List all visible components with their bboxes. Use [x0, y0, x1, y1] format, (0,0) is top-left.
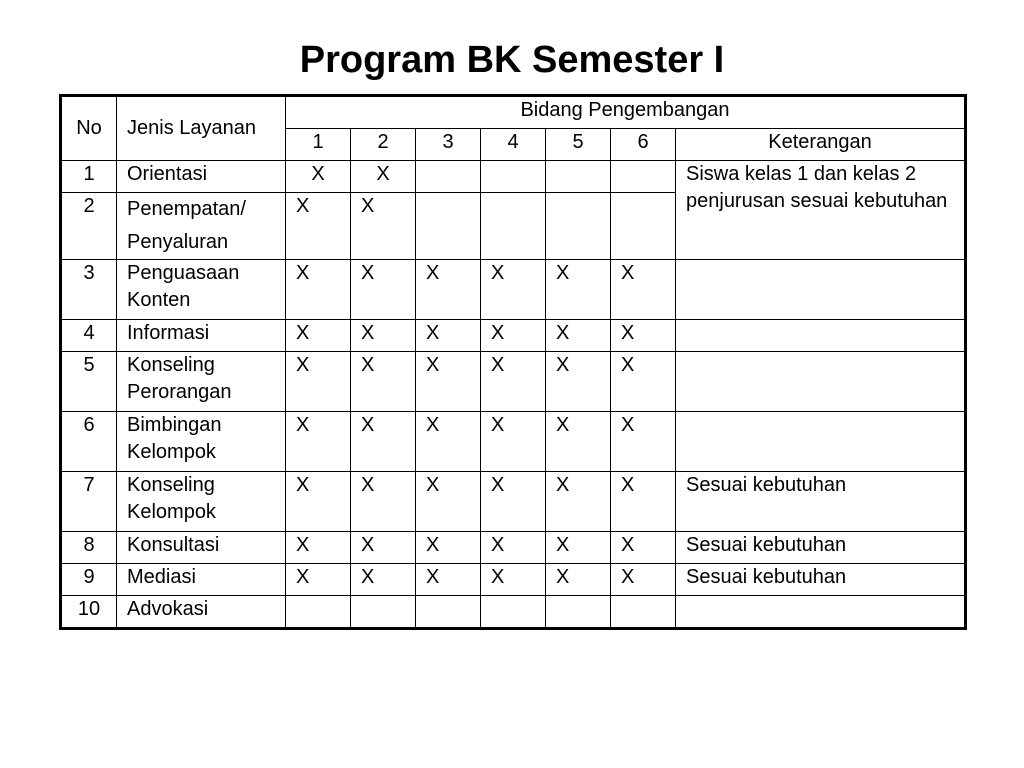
mark-cell: X — [286, 532, 351, 564]
mark-cell: X — [416, 564, 481, 596]
row-no: 6 — [61, 412, 117, 472]
header-keterangan: Keterangan — [676, 129, 966, 161]
row-layanan: Bimbingan Kelompok — [117, 412, 286, 472]
mark-cell — [286, 596, 351, 629]
row-layanan-line: Penyaluran — [127, 231, 229, 253]
row-no: 8 — [61, 532, 117, 564]
row-layanan: Penguasaan Konten — [117, 260, 286, 320]
mark-cell: X — [611, 412, 676, 472]
header-jenis-layanan: Jenis Layanan — [117, 96, 286, 161]
mark-cell — [481, 161, 546, 193]
row-layanan: Informasi — [117, 320, 286, 352]
header-bidang-2: 2 — [351, 129, 416, 161]
header-no: No — [61, 96, 117, 161]
header-bidang-4: 4 — [481, 129, 546, 161]
mark-cell: X — [286, 260, 351, 320]
header-row-1 — [61, 96, 966, 129]
mark-cell — [351, 596, 416, 629]
mark-cell — [546, 193, 611, 260]
mark-cell: X — [416, 260, 481, 320]
mark-cell: X — [546, 412, 611, 472]
row-no: 2 — [61, 193, 117, 260]
table-row — [61, 412, 966, 472]
mark-cell — [481, 596, 546, 629]
row-keterangan: Sesuai kebutuhan — [676, 564, 966, 596]
mark-cell: X — [611, 472, 676, 532]
mark-cell: X — [286, 412, 351, 472]
mark-cell: X — [416, 412, 481, 472]
mark-cell: X — [351, 532, 416, 564]
mark-cell: X — [351, 564, 416, 596]
mark-cell: X — [286, 193, 351, 260]
mark-cell — [546, 161, 611, 193]
mark-cell: X — [416, 472, 481, 532]
row-no: 3 — [61, 260, 117, 320]
header-bidang-6: 6 — [611, 129, 676, 161]
header-bidang-pengembangan: Bidang Pengembangan — [286, 96, 966, 129]
table-row — [61, 596, 966, 629]
mark-cell — [416, 596, 481, 629]
program-table — [59, 94, 967, 630]
mark-cell: X — [351, 472, 416, 532]
mark-cell: X — [546, 532, 611, 564]
row-keterangan — [676, 596, 966, 629]
row-layanan: Advokasi — [117, 596, 286, 629]
row-keterangan — [676, 352, 966, 412]
mark-cell: X — [481, 472, 546, 532]
row-layanan-line: Penempatan/ — [127, 198, 246, 220]
mark-cell — [481, 193, 546, 260]
header-bidang-3: 3 — [416, 129, 481, 161]
mark-cell: X — [611, 564, 676, 596]
mark-cell: X — [481, 412, 546, 472]
mark-cell: X — [286, 564, 351, 596]
table-row — [61, 532, 966, 564]
mark-cell: X — [416, 320, 481, 352]
mark-cell: X — [351, 320, 416, 352]
header-bidang-1: 1 — [286, 129, 351, 161]
mark-cell: X — [351, 193, 416, 260]
row-layanan: Konseling Perorangan — [117, 352, 286, 412]
mark-cell: X — [351, 352, 416, 412]
table-row — [61, 472, 966, 532]
row-layanan: Konsultasi — [117, 532, 286, 564]
mark-cell: X — [611, 320, 676, 352]
table-row — [61, 161, 966, 193]
mark-cell — [611, 596, 676, 629]
mark-cell — [611, 161, 676, 193]
row-keterangan — [676, 320, 966, 352]
row-keterangan: Sesuai kebutuhan — [676, 472, 966, 532]
mark-cell: X — [481, 532, 546, 564]
mark-cell: X — [286, 161, 351, 193]
mark-cell: X — [611, 532, 676, 564]
mark-cell — [416, 161, 481, 193]
row-layanan: Orientasi — [117, 161, 286, 193]
mark-cell: X — [351, 412, 416, 472]
mark-cell: X — [546, 352, 611, 412]
mark-cell: X — [351, 161, 416, 193]
row-layanan: Konseling Kelompok — [117, 472, 286, 532]
row-no: 5 — [61, 352, 117, 412]
row-no: 7 — [61, 472, 117, 532]
row-keterangan — [676, 260, 966, 320]
page-title: Program BK Semester I — [299, 39, 725, 81]
row-keterangan: Siswa kelas 1 dan kelas 2 penjurusan sesuai kebutuhan — [676, 161, 966, 260]
row-keterangan: Sesuai kebutuhan — [676, 532, 966, 564]
row-no: 4 — [61, 320, 117, 352]
mark-cell: X — [611, 352, 676, 412]
mark-cell: X — [546, 564, 611, 596]
row-no: 9 — [61, 564, 117, 596]
mark-cell: X — [416, 532, 481, 564]
row-no: 10 — [61, 596, 117, 629]
header-bidang-5: 5 — [546, 129, 611, 161]
mark-cell — [416, 193, 481, 260]
row-layanan — [117, 193, 286, 260]
mark-cell: X — [416, 352, 481, 412]
mark-cell: X — [351, 260, 416, 320]
mark-cell: X — [546, 320, 611, 352]
table-row — [61, 564, 966, 596]
row-layanan: Mediasi — [117, 564, 286, 596]
mark-cell: X — [481, 320, 546, 352]
mark-cell — [611, 193, 676, 260]
mark-cell: X — [481, 260, 546, 320]
mark-cell: X — [481, 564, 546, 596]
mark-cell: X — [481, 352, 546, 412]
table-row — [61, 352, 966, 412]
mark-cell: X — [611, 260, 676, 320]
table-row — [61, 320, 966, 352]
mark-cell: X — [546, 260, 611, 320]
mark-cell: X — [286, 352, 351, 412]
row-no: 1 — [61, 161, 117, 193]
mark-cell — [546, 596, 611, 629]
row-keterangan — [676, 412, 966, 472]
table-row — [61, 260, 966, 320]
mark-cell: X — [286, 320, 351, 352]
mark-cell: X — [286, 472, 351, 532]
mark-cell: X — [546, 472, 611, 532]
